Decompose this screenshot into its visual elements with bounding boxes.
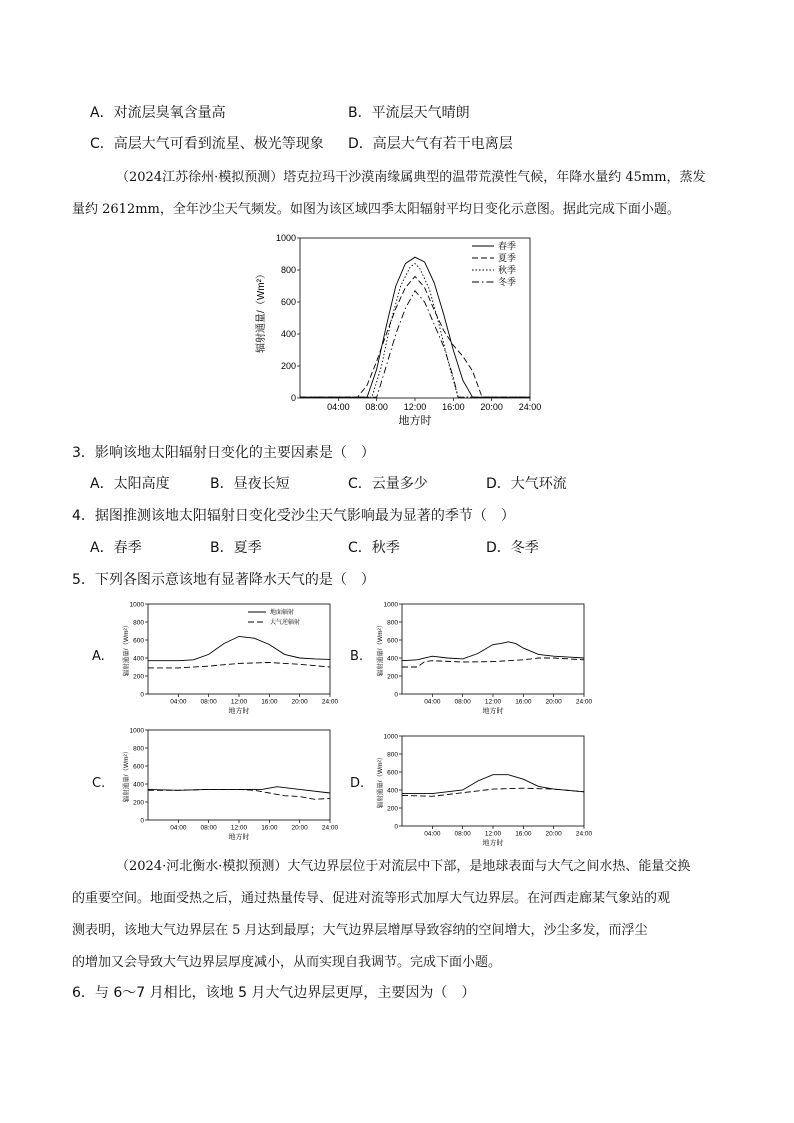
panel-d-ytick-label: 800 <box>387 751 398 759</box>
panel-b-series-line-2 <box>402 658 584 667</box>
panel-b-ytick-label: 400 <box>387 655 398 663</box>
main-chart-series <box>300 257 530 397</box>
panel-c-ytick-label: 200 <box>133 799 144 807</box>
panel-b-xtick-label: 04:00 <box>424 698 441 706</box>
panel-a-xtick-label: 24:00 <box>321 698 339 706</box>
main-chart-ylabel: 辐射通量/（Wm²） <box>256 269 267 353</box>
q4-option-a: A．春季 <box>90 540 142 556</box>
panel-xlabel: 地方时 <box>228 708 250 715</box>
panel-d-ytick-label: 0 <box>394 823 398 831</box>
panel-c-ytick-label: 1000 <box>129 727 144 735</box>
main-plot-frame <box>300 238 530 398</box>
panel-c-xtick-label: 08:00 <box>200 824 217 832</box>
q5-stem: 5．下列各图示意该地有显著降水天气的是（ ） <box>72 572 375 588</box>
main-legend-label: 夏季 <box>498 253 517 264</box>
main-ytick-label: 600 <box>280 297 296 308</box>
panel-a-xtick-label: 08:00 <box>200 698 217 706</box>
main-chart-legend <box>472 240 516 287</box>
q3-option-d: D．大气环流 <box>486 476 567 492</box>
q2-option-b: B．平流层天气晴朗 <box>348 105 470 121</box>
main-ytick-label: 200 <box>280 361 296 372</box>
q2-option-a: A．对流层臭氧含量高 <box>90 105 226 121</box>
passage2-line4: 的增加又会导致大气边界层厚度减小，从而实现自我调节。完成下面小题。 <box>72 955 502 970</box>
panel-b-xtick-label: 16:00 <box>515 698 532 706</box>
panel-b-ytick-label: 200 <box>387 673 398 681</box>
panel-a-xtick-label: 04:00 <box>170 698 187 706</box>
panel-b-xtick-label: 24:00 <box>575 698 593 706</box>
panel-d-ytick-label: 600 <box>387 769 398 777</box>
option-label-a: A. <box>92 649 105 664</box>
panel-ylabel: 辐射通量/（Wm²） <box>377 621 384 677</box>
main-series-冬季 <box>300 291 530 397</box>
main-xtick-label: 12:00 <box>403 402 427 412</box>
panel-c-xtick-label: 16:00 <box>261 824 278 832</box>
passage1-line1: （2024江苏徐州·模拟预测）塔克拉玛干沙漠南缘属典型的温带荒漠性气候，年降水量约 45mm，蒸发 <box>116 170 706 185</box>
q3-option-c: C．云量多少 <box>348 476 428 492</box>
panel-c-plot-frame <box>148 730 330 820</box>
main-legend-label: 春季 <box>498 241 517 252</box>
panel-c-xtick-label: 20:00 <box>291 824 308 832</box>
panel-d-xtick-label: 12:00 <box>484 830 502 838</box>
main-series-秋季 <box>300 264 530 398</box>
panel-a-xtick-label: 12:00 <box>230 698 248 706</box>
panel-a-ytick-label: 200 <box>133 673 144 681</box>
panel-b-xtick-label: 20:00 <box>545 698 562 706</box>
option-chart-b <box>372 598 594 716</box>
passage2-line1: （2024·河北衡水·模拟预测）大气边界层位于对流层中下部，是地球表面与大气之间水热、能量交换 <box>116 859 691 874</box>
panel-xlabel: 地方时 <box>482 708 504 715</box>
main-xtick-label: 16:00 <box>442 402 465 412</box>
q2-option-c: C．高层大气可看到流星、极光等现象 <box>90 136 324 152</box>
q3-option-a: A．太阳高度 <box>90 476 170 492</box>
panel-d-xtick-label: 08:00 <box>454 830 471 838</box>
panel-c-ytick-label: 0 <box>140 817 144 825</box>
passage2-line3: 测表明，该地大气边界层在 5 月达到最厚；大气边界层增厚导致容纳的空间增大，沙尘多发，而浮尘 <box>72 923 648 938</box>
q2-option-d: D．高层大气有若干电离层 <box>348 136 513 152</box>
panel-ylabel: 辐射通量/（Wm²） <box>123 747 130 803</box>
main-xtick-label: 08:00 <box>365 402 388 412</box>
option-label-b: B. <box>350 649 364 664</box>
panel-xlabel: 地方时 <box>228 834 250 841</box>
panel-a-ytick-label: 400 <box>133 655 144 663</box>
main-legend-label: 冬季 <box>498 277 517 288</box>
panel-a-xtick-label: 20:00 <box>291 698 308 706</box>
panel-a-series-地面辐射 <box>148 636 330 660</box>
panel-b-ytick-label: 600 <box>387 637 398 645</box>
q4-option-d: D．冬季 <box>486 540 539 556</box>
main-xtick-label: 20:00 <box>480 402 503 412</box>
panel-d-ytick-label: 200 <box>387 805 398 813</box>
panel-b-plot-frame <box>402 604 584 694</box>
q4-option-b: B．夏季 <box>210 540 262 556</box>
panel-b-ytick-label: 0 <box>394 691 398 699</box>
q4-stem: 4．据图推测该地太阳辐射日变化受沙尘天气影响最为显著的季节（ ） <box>72 508 515 524</box>
panel-d-ytick-label: 400 <box>387 787 398 795</box>
seasonal-radiation-chart <box>250 228 550 428</box>
main-ytick-label: 0 <box>290 393 296 404</box>
panel-c-ytick-label: 400 <box>133 781 144 789</box>
panel-c-ytick-label: 800 <box>133 745 144 753</box>
panel-ylabel: 辐射通量/（Wm²） <box>123 621 130 677</box>
panel-b-xtick-label: 12:00 <box>484 698 502 706</box>
panel-a-ytick-label: 800 <box>133 619 144 627</box>
passage2-line2: 的重要空间。地面受热之后，通过热量传导、促进对流等形式加厚大气边界层。在河西走廊某气象站的观 <box>72 891 671 906</box>
panel-xlabel: 地方时 <box>482 840 504 847</box>
passage1-line2: 量约 2612mm，全年沙尘天气频发。如图为该区域四季太阳辐射平均日变化示意图。据此完成下面小题。 <box>72 202 680 217</box>
panel-c-series-line-2 <box>148 789 330 799</box>
panel-d-series-line-1 <box>402 775 584 794</box>
option-chart-d <box>372 730 594 848</box>
main-xtick-label: 24:00 <box>518 402 542 412</box>
option-label-c: C. <box>92 776 106 791</box>
main-series-春季 <box>300 257 530 397</box>
panel-d-ytick-label: 1000 <box>383 733 398 741</box>
panel-a-plot-frame <box>148 604 330 694</box>
q3-option-b: B．昼夜长短 <box>210 476 290 492</box>
main-ytick-label: 1000 <box>275 233 296 244</box>
panel-d-plot-frame <box>402 736 584 826</box>
panel-a-ytick-label: 600 <box>133 637 144 645</box>
panel-d-series-line-2 <box>402 788 584 796</box>
main-xtick-label: 04:00 <box>327 402 350 412</box>
main-series-夏季 <box>300 276 530 397</box>
panel-a-legend-label: 大气逆辐射 <box>270 620 301 627</box>
panel-b-ytick-label: 1000 <box>383 601 398 609</box>
q6-stem: 6．与 6～7 月相比，该地 5 月大气边界层更厚，主要因为（ ） <box>72 985 476 1001</box>
panel-d-xtick-label: 20:00 <box>545 830 562 838</box>
panel-d-xtick-label: 16:00 <box>515 830 532 838</box>
main-ytick-label: 400 <box>280 329 296 340</box>
panel-a-ytick-label: 1000 <box>129 601 144 609</box>
main-ytick-label: 800 <box>280 265 296 276</box>
option-chart-a <box>118 598 340 716</box>
panel-ylabel: 辐射通量/（Wm²） <box>377 753 384 809</box>
panel-c-xtick-label: 04:00 <box>170 824 187 832</box>
panel-d-xtick-label: 04:00 <box>424 830 441 838</box>
panel-c-ytick-label: 600 <box>133 763 144 771</box>
q4-option-c: C．秋季 <box>348 540 400 556</box>
panel-b-xtick-label: 08:00 <box>454 698 471 706</box>
option-label-d: D. <box>350 776 365 791</box>
panel-d-xtick-label: 24:00 <box>575 830 593 838</box>
option-chart-c <box>118 724 340 842</box>
panel-c-xtick-label: 12:00 <box>230 824 248 832</box>
panel-a-legend-label: 地面辐射 <box>270 610 295 617</box>
main-legend-label: 秋季 <box>498 265 517 276</box>
panel-a-xtick-label: 16:00 <box>261 698 278 706</box>
panel-a-series-大气逆辐射 <box>148 663 330 668</box>
panel-b-ytick-label: 800 <box>387 619 398 627</box>
panel-a-ytick-label: 0 <box>140 691 144 699</box>
main-chart-xlabel: 地方时 <box>398 415 432 427</box>
panel-c-xtick-label: 24:00 <box>321 824 339 832</box>
q3-stem: 3．影响该地太阳辐射日变化的主要因素是（ ） <box>72 445 375 461</box>
